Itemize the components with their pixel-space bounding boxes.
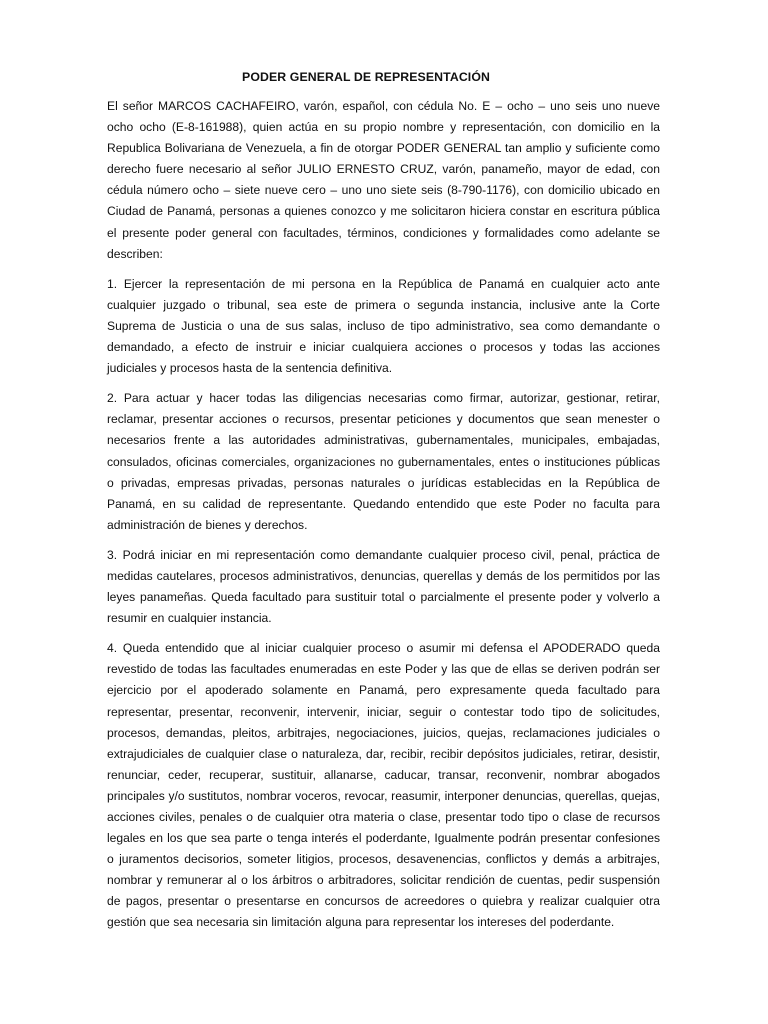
document-title-text: PODER GENERAL DE REPRESENTACIÓN: [242, 70, 490, 84]
document-title: [0, 70, 768, 84]
clause-1-paragraph: 1. Ejercer la representación de mi persona en la República de Panamá en cualquier acto ante cualquier juzgado o tribunal, sea este de primera o segunda instancia, inclusive ante la Corte Suprema de Justicia o una de sus salas, incluso de tipo administrativo, sea como demandante o demandado, a efecto de instruir e iniciar cualquiera acciones o procesos y todas las acciones judiciales y procesos hasta de la sentencia definitiva.: [107, 276, 660, 376]
clause-2-paragraph: 2. Para actuar y hacer todas las diligencias necesarias como firmar, autorizar, gestionar, retirar, reclamar, presentar acciones o recursos, presentar peticiones y documentos que sean menester o necesarios frente a las autoridades administrativas, gubernamentales, municipales, embajadas, consulados, oficinas comerciales, organizaciones no gubernamentales, entes o instituciones públicas o privadas, empresas privadas, personas naturales o jurídicas establecidas en la República de Panamá, en su calidad de representante. Quedando entendido que este Poder no faculta para administración de bienes y derechos.: [107, 391, 660, 532]
clause-4-paragraph: 4. Queda entendido que al iniciar cualquier proceso o asumir mi defensa el APODERADO queda revestido de todas las facultades enumeradas en este Poder y las que de ellas se deriven podrán ser ejercicio por el apoderado solamente en Panamá, pero expresamente queda facultado para representar, presentar, reconvenir, intervenir, iniciar, seguir o contestar todo tipo de solicitudes, procesos, demandas, pleitos, arbitrajes, negociaciones, juicios, quejas, reclamaciones judiciales o extrajudiciales de cualquier clase o naturaleza, dar, recibir, recibir depósitos judiciales, retirar, desistir, renunciar, ceder, recuperar, sustituir, allanarse, caducar, transar, reconvenir, nombrar abogados principales y/o sustitutos, nombrar voceros, revocar, reasumir, interponer denuncias, querellas, quejas, acciones civiles, penales o de cualquier otra materia o clase, presentar todo tipo o clase de recursos legales en los que sea parte o tenga interés el poderdante, Igualmente podrán presentar confesiones o juramentos decisorios, someter litigios, procesos, desavenencias, conflictos y demás a arbitrajes, nombrar y remunerar al o los árbitros o arbitradores, solicitar rendición de cuentas, pedir suspensión de pagos, presentar o presentarse en concursos de acreedores o quiebra y realizar cualquier otra gestión que sea necesaria sin limitación alguna para representar los intereses del poderdante.: [107, 641, 660, 930]
intro-paragraph: El señor MARCOS CACHAFEIRO, varón, español, con cédula No. E – ocho – uno seis uno nueve ocho ocho (E-8-161988), quien actúa en su propio nombre y representación, con domicilio en la Republica Bolivariana de Venezuela, a fin de otorgar PODER GENERAL tan amplio y suficiente como derecho fuere necesario al señor JULIO ERNESTO CRUZ, varón, panameño, mayor de edad, con cédula número ocho – siete nueve cero – uno uno siete seis (8-790-1176), con domicilio ubicado en Ciudad de Panamá, personas a quienes conozco y me solicitaron hiciera constar en escritura pública el presente poder general con facultades, términos, condiciones y formalidades como adelante se describen:: [107, 99, 660, 261]
clause-3-paragraph: 3. Podrá iniciar en mi representación como demandante cualquier proceso civil, penal, práctica de medidas cautelares, procesos administrativos, denuncias, querellas y demás de los permitidos por las leyes panameñas. Queda facultado para sustituir total o parcialmente el presente poder y volverlo a resumir en cualquier instancia.: [107, 547, 660, 626]
document-body: [107, 96, 660, 943]
